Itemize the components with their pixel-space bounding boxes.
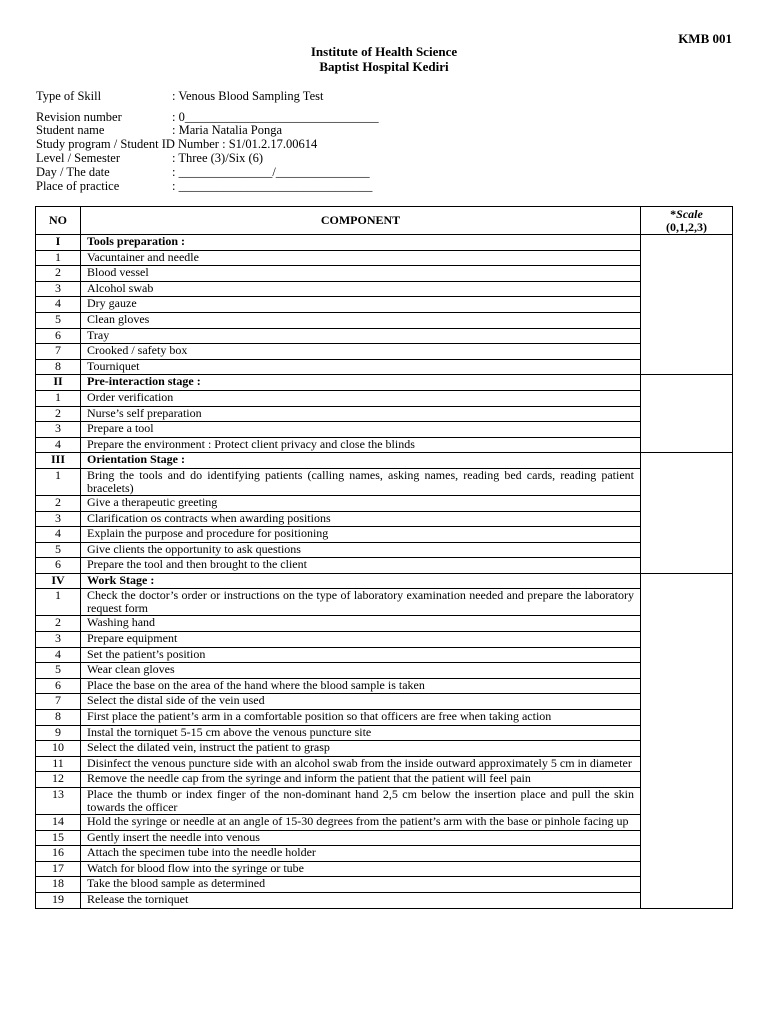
item-component: Wear clean gloves [81,663,641,679]
table-row [36,756,733,772]
item-component: Select the distal side of the vein used [81,694,641,710]
revision-value: : 0_______________________________ [172,110,379,124]
item-component: Explain the purpose and procedure for positioning [81,527,641,543]
item-component: Dry gauze [81,297,641,313]
table-row [36,266,733,282]
item-component: Order verification [81,390,641,406]
item-component: Tourniquet [81,359,641,375]
item-number: 9 [36,725,81,741]
table-row [36,877,733,893]
item-number: 2 [36,495,81,511]
item-component: Prepare a tool [81,422,641,438]
component-column-header: COMPONENT [81,207,641,235]
table-row [36,725,733,741]
section-row [36,235,733,251]
table-row [36,344,733,360]
item-component: First place the patient’s arm in a comfortable position so that officers are free when taking action [81,710,641,726]
table-row [36,647,733,663]
section-title: Work Stage : [81,573,641,589]
study-program-label: Study program / Student ID Number [36,137,219,151]
level-label: Level / Semester [36,151,120,165]
document-code: KMB 001 [678,31,732,46]
item-component: Place the base on the area of the hand where the blood sample is taken [81,678,641,694]
scale-input-cell[interactable] [641,235,733,375]
item-component: Prepare the environment : Protect client privacy and close the blinds [81,437,641,453]
scale-star: * [670,206,677,221]
table-row [36,511,733,527]
table-row [36,297,733,313]
level-value: : Three (3)/Six (6) [172,151,264,165]
section-number: I [36,235,81,251]
item-number: 14 [36,815,81,831]
item-number: 3 [36,281,81,297]
table-row [36,437,733,453]
item-number: 2 [36,266,81,282]
item-component: Clean gloves [81,312,641,328]
section-row [36,375,733,391]
item-number: 7 [36,344,81,360]
table-row [36,846,733,862]
item-number: 3 [36,422,81,438]
scale-word: Scale [676,206,703,221]
item-number: 5 [36,663,81,679]
item-number: 4 [36,297,81,313]
table-row [36,281,733,297]
item-number: 4 [36,527,81,543]
item-component: Washing hand [81,616,641,632]
table-row [36,710,733,726]
study-program-value: : S1/01.2.17.00614 [222,137,318,151]
type-of-skill-value: : Venous Blood Sampling Test [172,89,324,103]
item-component: Instal the torniquet 5-15 cm above the venous puncture site [81,725,641,741]
item-component: Select the dilated vein, instruct the patient to grasp [81,741,641,757]
scale-input-cell[interactable] [641,375,733,453]
item-component: Disinfect the venous puncture side with an alcohol swab from the inside outward approximately 5 cm in diameter [81,756,641,772]
item-component: Remove the needle cap from the syringe and inform the patient that the patient will feel pain [81,772,641,788]
item-number: 3 [36,511,81,527]
item-component: Release the torniquet [81,892,641,908]
table-row [36,830,733,846]
item-number: 6 [36,678,81,694]
table-row [36,788,733,815]
item-component: Watch for blood flow into the syringe or tube [81,861,641,877]
table-row [36,632,733,648]
section-title: Orientation Stage : [81,453,641,469]
section-title: Tools preparation : [81,235,641,251]
type-of-skill-label: Type of Skill [36,89,102,103]
item-number: 1 [36,468,81,495]
table-row [36,772,733,788]
table-row [36,542,733,558]
no-column-header: NO [36,207,81,235]
item-number: 1 [36,390,81,406]
item-component: Set the patient’s position [81,647,641,663]
student-info-block [36,88,436,198]
item-number: 16 [36,846,81,862]
item-number: 6 [36,328,81,344]
item-number: 8 [36,710,81,726]
table-row [36,390,733,406]
table-row [36,678,733,694]
day-date-label: Day / The date [36,165,110,179]
item-component: Check the doctor’s order or instructions on the type of laboratory examination needed and prepare the laboratory request form [81,589,641,616]
item-component: Attach the specimen tube into the needle holder [81,846,641,862]
institution-name: Institute of Health Science [310,44,458,59]
item-number: 17 [36,861,81,877]
student-name-value: : Maria Natalia Ponga [172,123,283,137]
item-number: 8 [36,359,81,375]
item-number: 1 [36,250,81,266]
section-number: II [36,375,81,391]
checklist-table [35,206,733,909]
section-number: IV [36,573,81,589]
item-component: Take the blood sample as determined [81,877,641,893]
table-header-row [36,207,733,235]
section-row [36,573,733,589]
item-number: 10 [36,741,81,757]
item-number: 12 [36,772,81,788]
item-component: Tray [81,328,641,344]
scale-input-cell[interactable] [641,573,733,908]
hospital-name: Baptist Hospital Kediri [319,59,449,74]
place-value: : _______________________________ [172,179,373,193]
item-component: Blood vessel [81,266,641,282]
item-number: 15 [36,830,81,846]
item-component: Vacuntainer and needle [81,250,641,266]
table-row [36,741,733,757]
table-row [36,861,733,877]
student-name-label: Student name [36,123,105,137]
table-row [36,616,733,632]
item-component: Alcohol swab [81,281,641,297]
table-row [36,589,733,616]
revision-label: Revision number [36,110,122,124]
item-number: 1 [36,589,81,616]
item-component: Gently insert the needle into venous [81,830,641,846]
item-component: Clarification os contracts when awarding positions [81,511,641,527]
scale-range: (0,1,2,3) [666,219,707,234]
item-component: Give a therapeutic greeting [81,495,641,511]
section-title: Pre-interaction stage : [81,375,641,391]
item-number: 11 [36,756,81,772]
table-row [36,312,733,328]
item-component: Give clients the opportunity to ask questions [81,542,641,558]
table-row [36,892,733,908]
item-number: 7 [36,694,81,710]
scale-input-cell[interactable] [641,453,733,574]
item-number: 5 [36,312,81,328]
study-program-row [36,137,317,152]
section-number: III [36,453,81,469]
table-row [36,527,733,543]
item-number: 6 [36,558,81,574]
table-row [36,406,733,422]
item-component: Crooked / safety box [81,344,641,360]
item-number: 2 [36,406,81,422]
item-component: Nurse’s self preparation [81,406,641,422]
item-component: Bring the tools and do identifying patients (calling names, asking names, reading bed cards, reading patient bracelets) [81,468,641,495]
item-number: 4 [36,647,81,663]
item-number: 19 [36,892,81,908]
table-row [36,359,733,375]
section-row [36,453,733,469]
item-number: 13 [36,788,81,815]
item-number: 2 [36,616,81,632]
table-row [36,422,733,438]
table-row [36,558,733,574]
scale-column-header [641,207,733,235]
item-component: Place the thumb or index finger of the non-dominant hand 2,5 cm below the insertion place and pull the skin towards the officer [81,788,641,815]
item-component: Hold the syringe or needle at an angle of 15-30 degrees from the patient’s arm with the base or pinhole facing up [81,815,641,831]
institution-header [0,44,768,74]
table-row [36,468,733,495]
table-row [36,815,733,831]
place-label: Place of practice [36,179,120,193]
table-row [36,663,733,679]
item-number: 4 [36,437,81,453]
table-row [36,694,733,710]
table-row [36,250,733,266]
item-number: 18 [36,877,81,893]
item-component: Prepare equipment [81,632,641,648]
table-row [36,495,733,511]
day-date-value: : _______________/_______________ [172,165,370,179]
item-component: Prepare the tool and then brought to the client [81,558,641,574]
item-number: 3 [36,632,81,648]
item-number: 5 [36,542,81,558]
table-row [36,328,733,344]
